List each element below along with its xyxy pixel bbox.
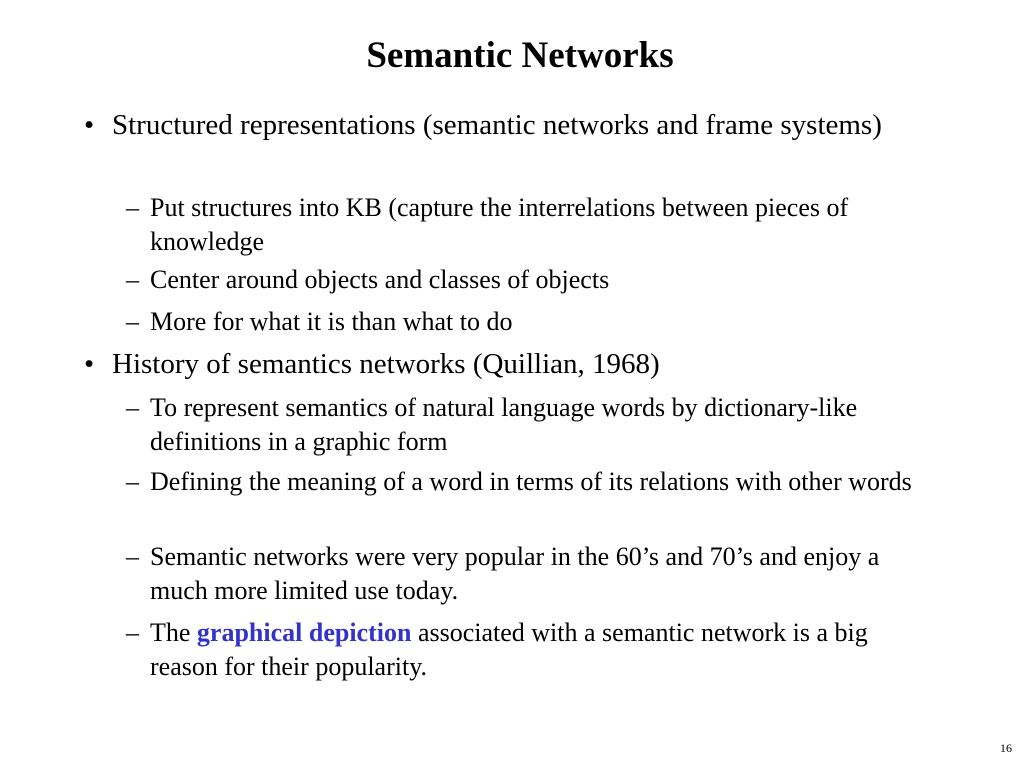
sub-item-popularity-history: [126, 540, 930, 608]
sub-marker: –: [126, 618, 139, 647]
sub-item-graphical-depiction: [126, 616, 930, 684]
sub-item-represent-semantics: [126, 391, 930, 459]
sub-marker: –: [126, 265, 139, 294]
bullet-structured-representations: [84, 108, 912, 142]
sub-item-what-it-is: [126, 305, 930, 339]
sub-marker: –: [126, 307, 139, 336]
sub-item-text: Semantic networks were very popular in the 60’s and 70’s and enjoy a much more limited use today.: [150, 542, 880, 605]
bullet-history: [84, 347, 912, 381]
highlight-graphical-depiction: graphical depiction: [196, 618, 412, 647]
bullet-text: Structured representations (semantic networks and frame systems): [112, 109, 882, 141]
sub-marker: –: [126, 542, 139, 571]
sub-item-text: Center around objects and classes of objects: [150, 265, 610, 294]
sub-item-text: Defining the meaning of a word in terms of its relations with other words: [150, 467, 912, 496]
slide-title: Semantic Networks: [366, 35, 674, 76]
sub-item-text: Put structures into KB (capture the interrelations between pieces of knowledge: [150, 193, 849, 256]
sub-item-suffix: associated with a semantic network is a big reason for their popularity.: [150, 618, 868, 681]
sub-item-kb-structures: [126, 191, 930, 259]
page-number: 16: [1000, 741, 1012, 755]
bullet-text: History of semantics networks (Quillian, 1968): [112, 348, 660, 380]
sub-item-objects-classes: [126, 263, 930, 297]
bullet-marker: •: [84, 109, 95, 141]
sub-item-text: More for what it is than what to do: [150, 307, 513, 336]
sub-marker: –: [126, 467, 139, 496]
sub-marker: –: [126, 393, 139, 422]
sub-marker: –: [126, 193, 139, 222]
sub-item-prefix: The: [150, 618, 191, 647]
sub-item-defining-meaning: [126, 465, 930, 499]
bullet-marker: •: [84, 348, 95, 380]
sub-item-text: To represent semantics of natural language words by dictionary-like definitions in a graphic form: [150, 393, 858, 456]
